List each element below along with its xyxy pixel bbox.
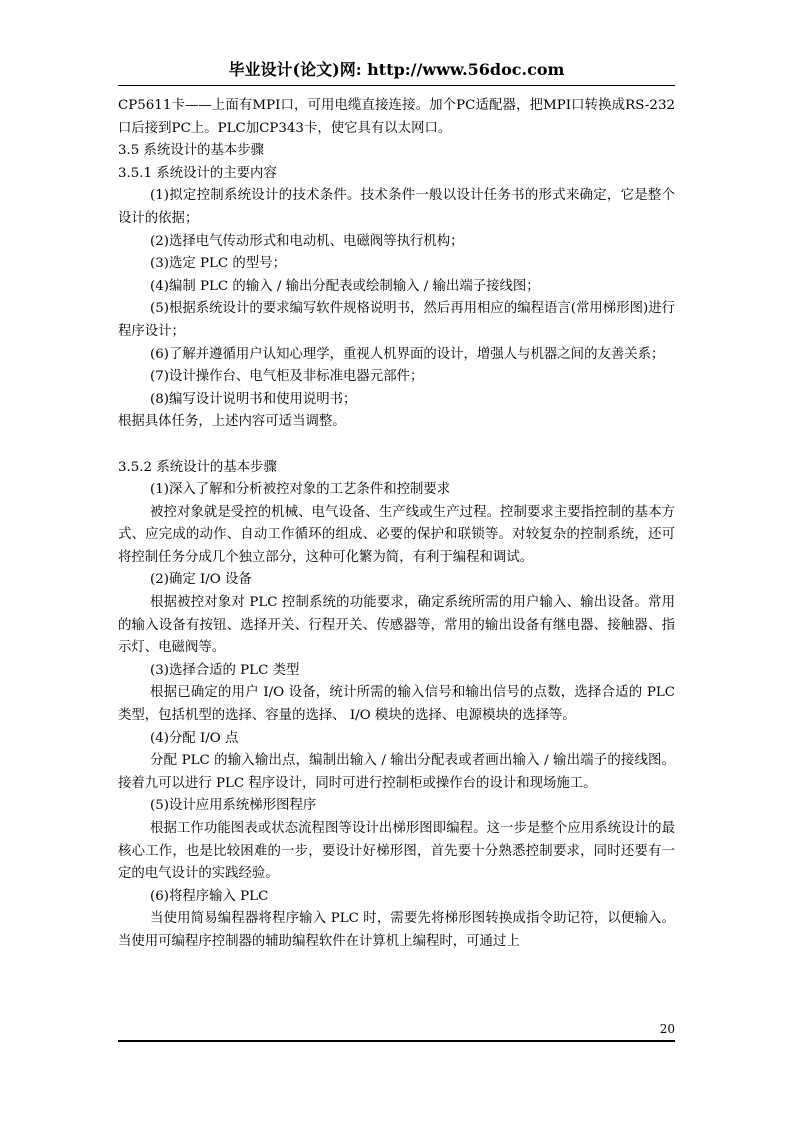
step-heading: (5)设计应用系统梯形图程序: [150, 798, 317, 814]
blank-line: [118, 434, 675, 457]
paragraph: CP5611卡——上面有MPI口，可用电缆直接连接。加个PC适配器，把MPI口转换成RS-232口后接到PC上。PLC加CP343卡，使它具有以太网口。: [118, 98, 675, 136]
paragraph: 分配 PLC 的输入输出点，编制出输入 / 输出分配表或者画出输入 / 输出端子的接线图。接着九可以进行 PLC 程序设计，同时可进行控制柜或操作台的设计和现场施工。: [118, 753, 675, 791]
list-item: (4)编制 PLC 的输入 / 输出分配表或绘制输入 / 输出端子接线图；: [150, 278, 540, 294]
list-item: (1)拟定控制系统设计的技术条件。技术条件一般以设计任务书的形式来确定，它是整个设计的依据；: [118, 188, 675, 226]
step-heading: (6)将程序输入 PLC: [150, 888, 269, 904]
paragraph: 根据具体任务，上述内容可适当调整。: [118, 414, 346, 430]
paragraph: 当使用简易编程器将程序输入 PLC 时，需要先将梯形图转换成指令助记符，以便输入。当使用可编程序控制器的辅助编程软件在计算机上编程时，可通过上: [118, 911, 675, 949]
paragraph: 根据工作功能图表或状态流程图等设计出梯形图即编程。这一步是整个应用系统设计的最核心工作，也是比较困难的一步，要设计好梯形图，首先要十分熟悉控制要求，同时还要有一定的电气设计的实践经验。: [118, 821, 675, 882]
list-item: (2)选择电气传动形式和电动机、电磁阀等执行机构；: [150, 233, 464, 249]
step-heading: (3)选择合适的 PLC 类型: [150, 662, 300, 678]
list-item: (3)选定 PLC 的型号；: [150, 256, 286, 272]
list-item: (8)编写设计说明书和使用说明书；: [150, 391, 357, 407]
step-heading: (2)确定 I/O 设备: [150, 572, 252, 588]
subsection-heading: 3.5.1 系统设计的主要内容: [118, 165, 277, 181]
header-divider: [118, 85, 675, 86]
step-heading: (1)深入了解和分析被控对象的工艺条件和控制要求: [150, 482, 451, 498]
subsection-heading: 3.5.2 系统设计的基本步骤: [118, 459, 277, 475]
page-header-title: 毕业设计(论文)网: http://www.56doc.com: [228, 60, 565, 79]
document-body: [118, 95, 675, 954]
paragraph: 根据已确定的用户 I/O 设备，统计所需的输入信号和输出信号的点数，选择合适的 PLC 类型，包括机型的选择、容量的选择、 I/O 模块的选择、电源模块的选择等。: [118, 685, 675, 724]
step-heading: (4)分配 I/O 点: [150, 730, 239, 746]
list-item: (7)设计操作台、电气柜及非标准电器元部件；: [150, 369, 424, 385]
list-item: (6)了解并遵循用户认知心理学，重视人机界面的设计，增强人与机器之间的友善关系；: [150, 346, 665, 362]
footer-divider: [118, 1040, 675, 1042]
page-number: 20: [659, 1022, 675, 1036]
paragraph: 被控对象就是受控的机械、电气设备、生产线或生产过程。控制要求主要指控制的基本方式、应完成的动作、自动工作循环的组成、必要的保护和联锁等。对较复杂的控制系统，还可将控制任务分成几个独立部分，这种可化繁为简，有利于编程和调试。: [118, 504, 675, 565]
list-item: (5)根据系统设计的要求编写软件规格说明书，然后再用相应的编程语言(常用梯形图)进行程序设计；: [118, 301, 675, 339]
paragraph: 根据被控对象对 PLC 控制系统的功能要求，确定系统所需的用户输入、输出设备。常用的输入设备有按钮、选择开关、行程开关、传感器等，常用的输出设备有继电器、接触器、指示灯、电磁阀等。: [118, 595, 675, 656]
section-heading: 3.5 系统设计的基本步骤: [118, 143, 265, 159]
